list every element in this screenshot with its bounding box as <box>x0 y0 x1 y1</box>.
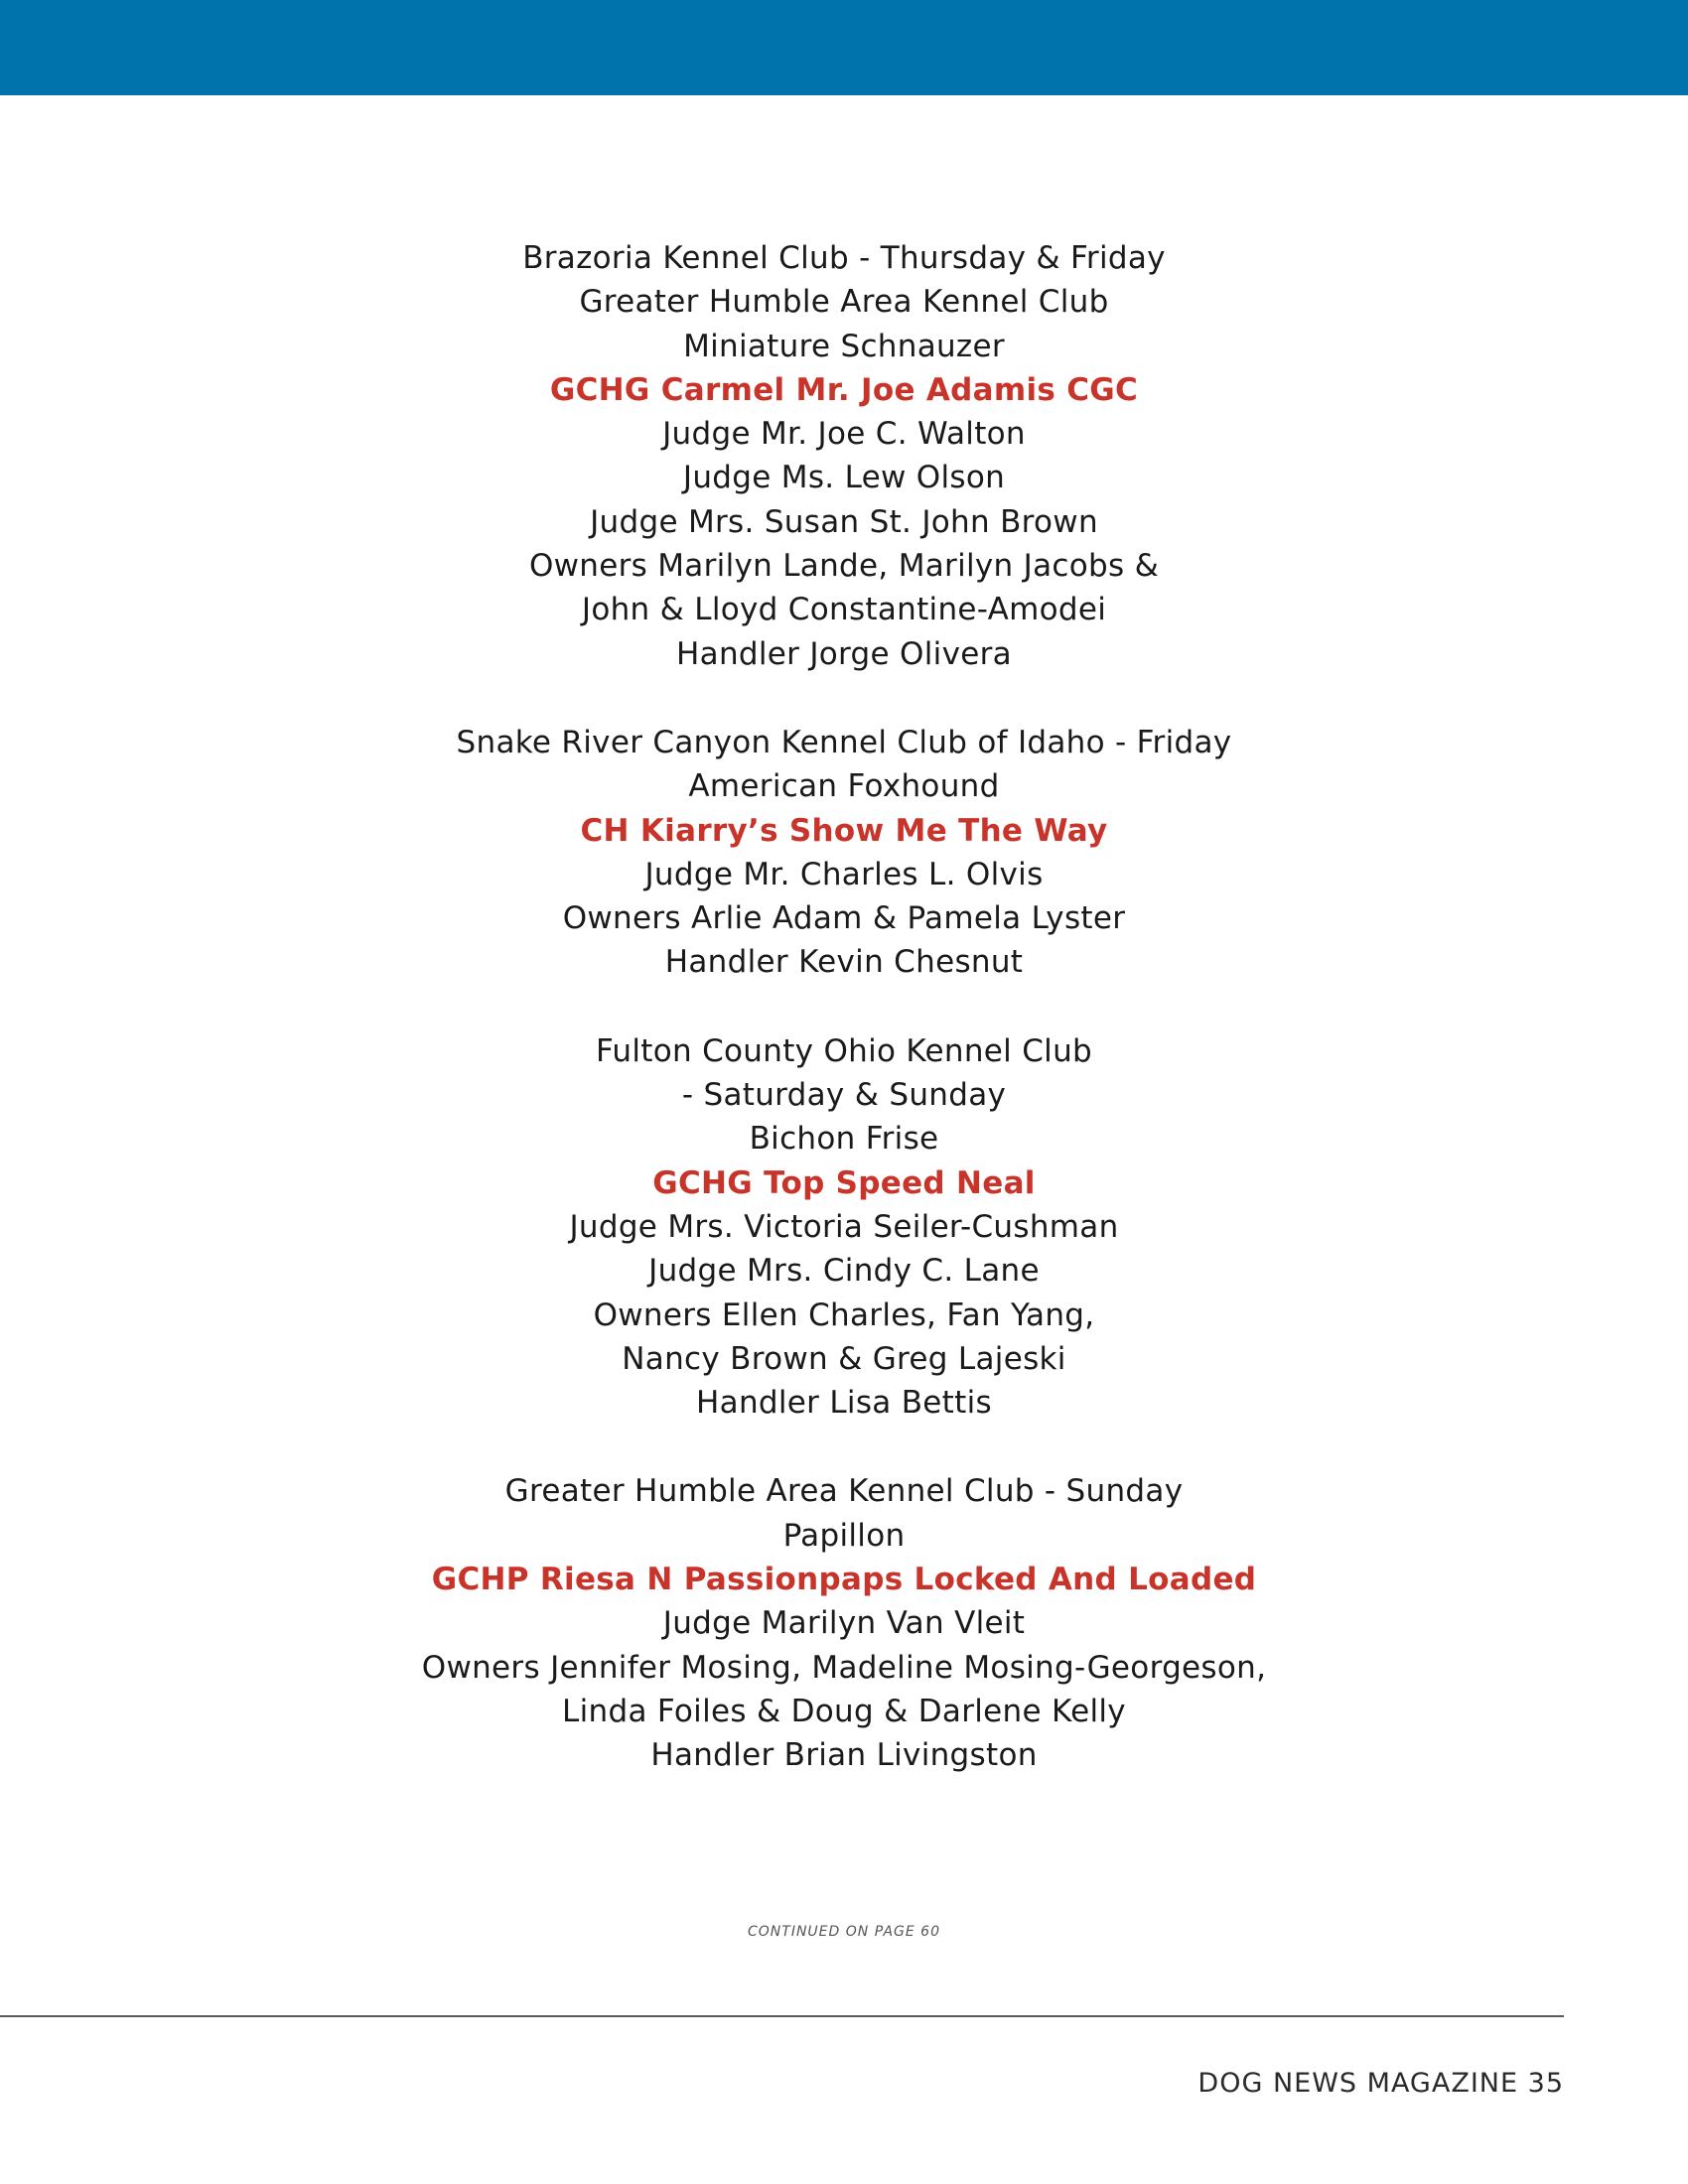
entry-line: Judge Mr. Charles L. Olvis <box>644 856 1044 892</box>
footer-divider <box>0 2015 1564 2017</box>
page-number: 35 <box>1527 2068 1564 2099</box>
continued-note: CONTINUED ON PAGE 60 <box>748 1924 940 1940</box>
entry-line: Judge Marilyn Van Vleit <box>662 1605 1026 1642</box>
show-entry <box>0 1029 1688 1426</box>
entry-line: Handler Kevin Chesnut <box>664 944 1024 981</box>
entry-line: Greater Humble Area Kennel Club - Sunday <box>504 1473 1184 1510</box>
entry-line: Linda Foiles & Doug & Darlene Kelly <box>562 1693 1126 1729</box>
entry-line: Nancy Brown & Greg Lajeski <box>622 1340 1066 1377</box>
entry-line: Owners Marilyn Lande, Marilyn Jacobs & <box>528 548 1160 585</box>
page-footer <box>1197 2068 1564 2099</box>
entry-line: Judge Ms. Lew Olson <box>682 460 1006 496</box>
dog-name: GCHG Top Speed Neal <box>652 1164 1036 1201</box>
show-results-list <box>0 236 1688 1823</box>
breed-name: American Foxhound <box>688 768 1000 805</box>
entry-line: Judge Mr. Joe C. Walton <box>662 416 1026 453</box>
entry-line: John & Lloyd Constantine-Amodei <box>581 592 1107 628</box>
entry-line: Fulton County Ohio Kennel Club <box>595 1032 1093 1069</box>
entry-line: Brazoria Kennel Club - Thursday & Friday <box>522 240 1166 276</box>
entry-line: Owners Ellen Charles, Fan Yang, <box>593 1297 1095 1333</box>
entry-line: Judge Mrs. Victoria Seiler-Cushman <box>569 1208 1119 1245</box>
dog-name: CH Kiarry’s Show Me The Way <box>580 812 1108 849</box>
entry-line: - Saturday & Sunday <box>681 1077 1007 1114</box>
dog-name: GCHP Riesa N Passionpaps Locked And Loaded <box>431 1562 1257 1598</box>
entry-line: Greater Humble Area Kennel Club <box>579 284 1109 321</box>
show-entry <box>0 236 1688 676</box>
entry-line: Judge Mrs. Cindy C. Lane <box>648 1253 1040 1290</box>
entry-line: Owners Arlie Adam & Pamela Lyster <box>562 900 1126 937</box>
show-entry <box>0 721 1688 985</box>
breed-name: Papillon <box>782 1517 906 1554</box>
breed-name: Miniature Schnauzer <box>683 328 1005 364</box>
entry-line: Snake River Canyon Kennel Club of Idaho - Friday <box>456 724 1232 760</box>
entry-line: Handler Lisa Bettis <box>696 1385 992 1422</box>
header-bar <box>0 0 1688 95</box>
dog-name: GCHG Carmel Mr. Joe Adamis CGC <box>549 371 1139 408</box>
entry-line: Owners Jennifer Mosing, Madeline Mosing-Georgeson, <box>421 1649 1267 1686</box>
entry-line: Handler Jorge Olivera <box>676 635 1012 672</box>
entry-line: Handler Brian Livingston <box>650 1737 1038 1774</box>
show-entry <box>0 1469 1688 1777</box>
entry-line: Judge Mrs. Susan St. John Brown <box>590 503 1098 540</box>
breed-name: Bichon Frise <box>749 1121 939 1158</box>
magazine-name: DOG NEWS MAGAZINE <box>1197 2068 1519 2099</box>
